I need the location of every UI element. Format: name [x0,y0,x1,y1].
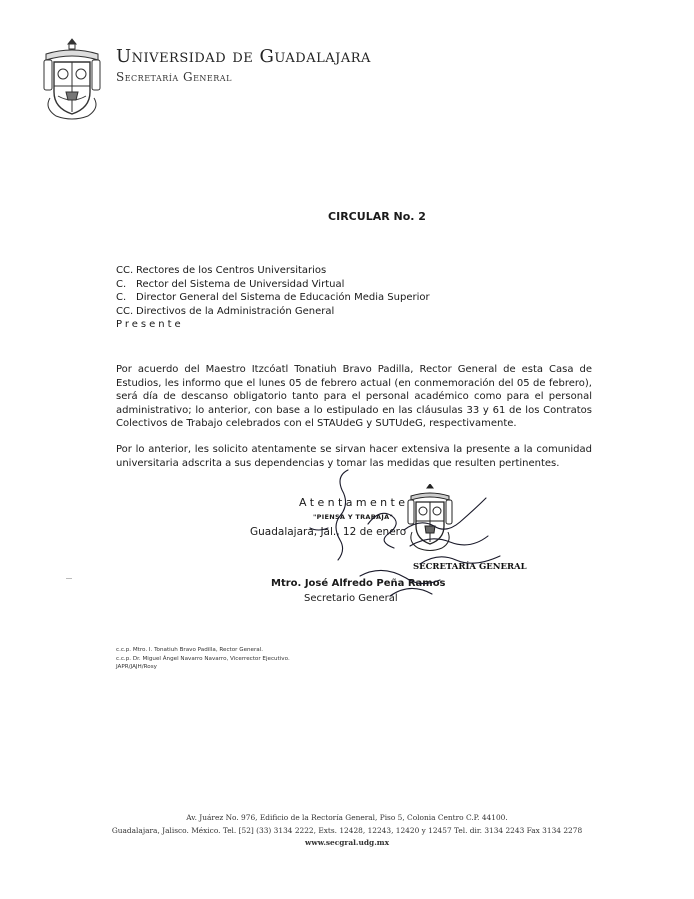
university-name: Universidad de Guadalajara [116,46,371,67]
circular-title: CIRCULAR No. 2 [328,210,426,223]
recipients-block [116,264,430,332]
footer-phones: Guadalajara, Jalisco. México. Tel. [52] (33) 3134 2222, Exts. 12428, 12243, 12420 y 12457 Tel. dir. 3134 2243 Fax 3134 2278 [111,825,583,835]
place-and-date: Guadalajara, Jal., 12 de enero [250,526,407,538]
recipient-prefix: C. [116,278,127,290]
recipient-line [116,305,430,319]
motto: "PIENSA Y TRABAJA" [313,513,394,521]
university-seal-logo [40,38,104,120]
handwritten-signature [270,468,510,618]
signer-name: Mtro. José Alfredo Peña Ramos [271,578,446,589]
department-name: Secretaría General [116,70,232,84]
copy-recipients [116,646,290,672]
greeting: Presente [116,319,184,331]
recipient-line [116,291,430,305]
footer-website-link[interactable]: www.secgral.udg.mx [304,838,390,847]
body-paragraph: Por lo anterior, les solicito atentamente se sirvan hacer extensiva la presente a la comunidad universitaria adscrita a sus dependencias y tomar las medidas que resulten pertinentes. [116,444,592,469]
recipient-prefix: C. [116,292,127,304]
footer-address: Av. Juárez No. 976, Edificio de la Rectoría General, Piso 5, Colonia Centro C.P. 44100. [186,813,508,822]
body-paragraph: Por acuerdo del Maestro Itzcóatl Tonatiuh Bravo Padilla, Rector General de esta Casa de Estudios, les informo que el lunes 05 de febrero actual (en conmemoración del 05 de febrero), será día de descanso obligatorio tanto para el personal académico como para el personal administrativo; lo anterior, con base a lo estipulado en las cláusulas 33 y 61 de los Contratos Colectivos de Trabajo celebrados con el STAUdeG y SUTUdeG, respectivamente. [116,364,592,430]
recipient-line [116,264,430,278]
cc-line: c.c.p. Mtro. I. Tonatiuh Bravo Padilla, Rector General. [116,647,264,653]
recipient-prefix: CC. [116,305,134,317]
footer [0,812,694,850]
closing-salutation: Atentamente [299,496,409,509]
initials-line: JAPR/JAJH/Rosy [116,664,157,671]
recipient-text: Director General del Sistema de Educación Media Superior [136,292,430,304]
margin-mark [66,578,72,579]
cc-line: c.c.p. Dr. Miguel Ángel Navarro Navarro, Vicerrector Ejecutivo. [116,655,290,662]
recipient-text: Rector del Sistema de Universidad Virtual [136,278,345,290]
signer-title: Secretario General [304,593,398,604]
recipient-text: Directivos de la Administración General [136,305,335,317]
recipient-prefix: CC. [116,265,134,276]
stamp-text: SECRETARÍA GENERAL [413,562,527,572]
recipient-line [116,278,430,292]
recipient-text: Rectores de los Centros Universitarios [136,265,327,276]
